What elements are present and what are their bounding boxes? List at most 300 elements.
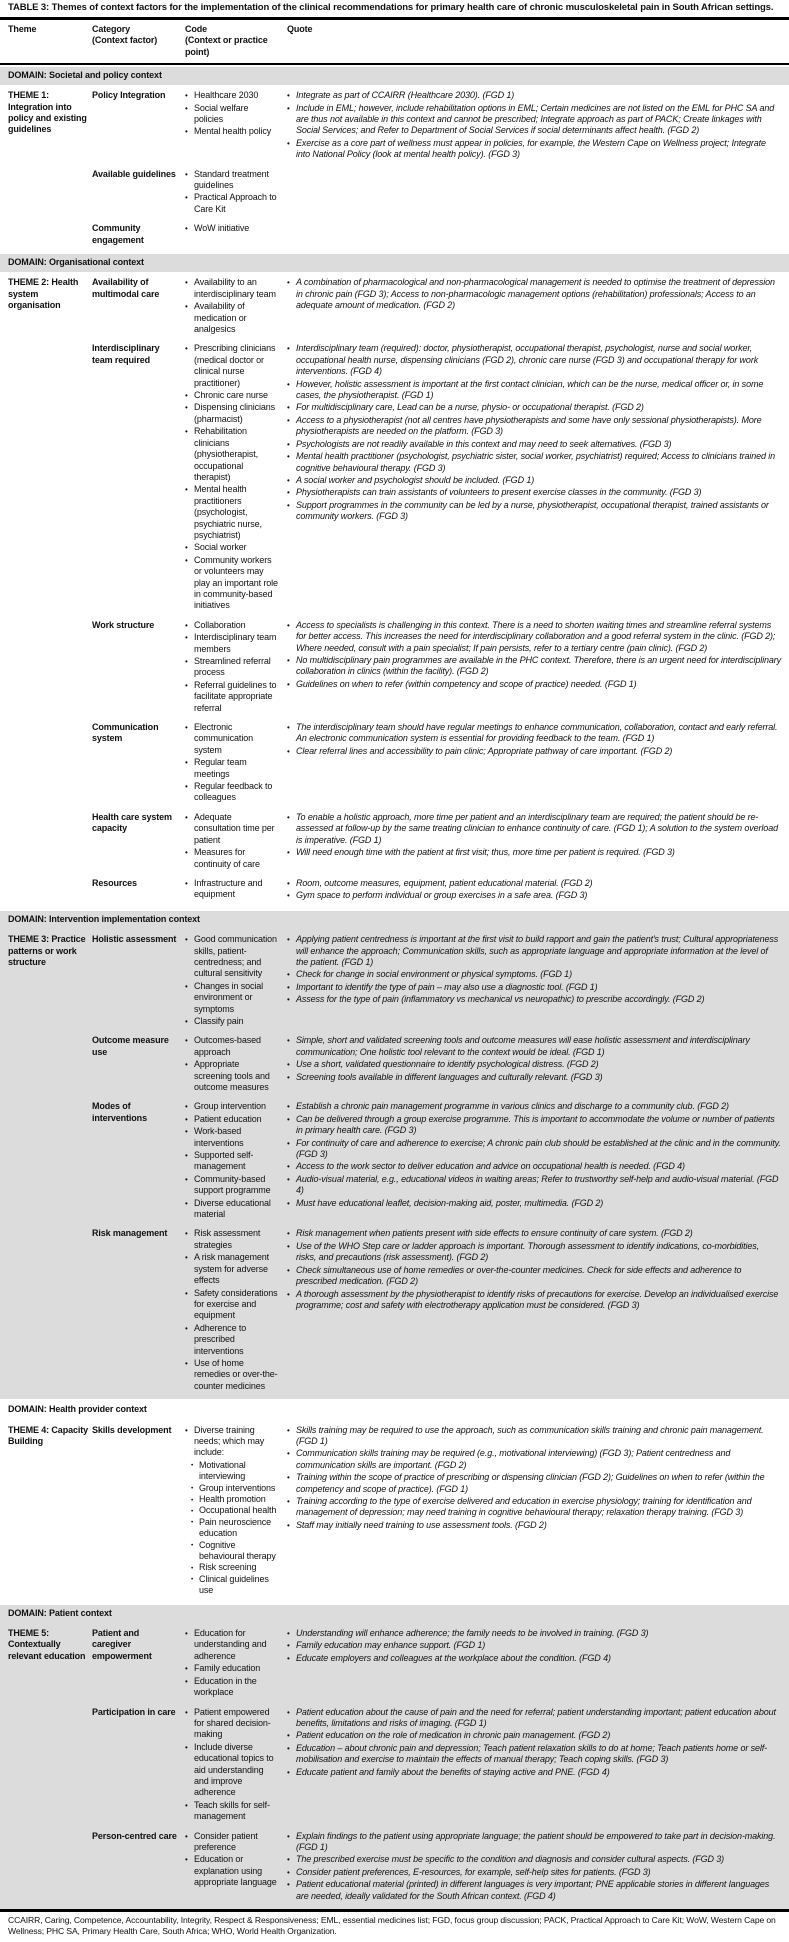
- code-item: [185, 301, 279, 335]
- code-text: Motivational interviewing: [199, 1459, 246, 1482]
- bullet-icon: •: [287, 344, 290, 354]
- bullet-icon: •: [287, 1767, 290, 1777]
- domain-header-row: DOMAIN: Organisational context: [0, 254, 789, 272]
- quote-text: For multidisciplinary care, Lead can be a nurse, physio- or occupational therapist. (FGD 2): [296, 402, 644, 413]
- column-header-theme: [0, 24, 92, 58]
- quote-item: [287, 1425, 781, 1448]
- quote-text: Important to identify the type of pain – may also use a diagnostic tool. (FGD 1): [296, 981, 598, 992]
- quote-text: Interdisciplinary team (required): doctor, physiotherapist, occupational therapist, psychologist, nurse and social worker, occupational health nurse, dispensing clinicians (FGD 2), chronic care nurse (FGD 3) and occupational therapy for work interventions. (FGD 4): [296, 343, 759, 377]
- quote-item: [287, 1101, 781, 1112]
- bullet-icon: •: [287, 1867, 290, 1877]
- code-item: [185, 1425, 279, 1459]
- code-list: [185, 90, 287, 161]
- code-text: Occupational health: [199, 1505, 277, 1516]
- quote-item: [287, 746, 781, 757]
- code-text: Standard treatment guidelines: [194, 168, 269, 190]
- code-text: Practical Approach to Care Kit: [194, 192, 277, 214]
- bullet-icon: •: [287, 1241, 290, 1251]
- code-list: [185, 620, 287, 715]
- bullet-icon: •: [185, 680, 188, 690]
- code-text: Diverse training needs; which may include:: [194, 1424, 265, 1458]
- bullet-icon: •: [185, 1800, 188, 1810]
- quote-text: Physiotherapists can train assistants of volunteers to present exercise classes in the community. (FGD 3): [296, 487, 702, 498]
- column-header-theme-label: Theme: [8, 24, 37, 34]
- quote-text: Risk management when patients present with side effects to ensure continuity of care system. (FGD 2): [296, 1228, 693, 1239]
- category-row: [92, 223, 789, 246]
- quote-item: [287, 620, 781, 654]
- code-item: [191, 1494, 279, 1505]
- code-item: [185, 343, 279, 389]
- code-item: [191, 1562, 279, 1573]
- code-text: Cognitive behavioural therapy: [199, 1539, 276, 1562]
- theme-name: THEME 4: Capacity Building: [8, 1424, 88, 1446]
- code-text: Outcomes-based approach: [194, 1035, 261, 1057]
- bullet-icon: •: [185, 391, 188, 401]
- bullet-icon: •: [185, 848, 188, 858]
- category-name: Holistic assessment: [92, 934, 177, 945]
- bullet-icon: •: [191, 1462, 194, 1470]
- quote-item: [287, 1174, 781, 1197]
- code-list: [185, 812, 287, 871]
- code-list: [185, 1228, 287, 1393]
- bullet-icon: •: [185, 1114, 188, 1124]
- quote-item: [287, 1496, 781, 1519]
- code-text: Mental health policy: [194, 126, 272, 137]
- bullet-icon: •: [185, 1323, 188, 1333]
- bullet-icon: •: [191, 1507, 194, 1515]
- bullet-icon: •: [287, 878, 290, 888]
- column-header-category: [92, 24, 185, 58]
- quote-item: [287, 475, 781, 486]
- quote-text: The prescribed exercise must be specific to the condition and diagnosis and consider cultural aspects. (FGD 3): [296, 1854, 725, 1865]
- bullet-icon: •: [185, 1174, 188, 1184]
- code-list: [185, 934, 287, 1028]
- bullet-icon: •: [185, 1102, 188, 1112]
- bullet-icon: •: [191, 1485, 194, 1493]
- theme-row: [0, 1420, 789, 1603]
- category-row: [92, 1628, 789, 1699]
- code-text: A risk management system for adverse effects: [194, 1252, 269, 1286]
- bullet-icon: •: [185, 278, 188, 288]
- code-item: [185, 223, 279, 234]
- code-item: [185, 757, 279, 780]
- category-row: [92, 934, 789, 1028]
- category-name: Person-centred care: [92, 1830, 177, 1841]
- code-item: [185, 1707, 279, 1741]
- code-item: [185, 1198, 279, 1221]
- header-rule: [0, 63, 789, 65]
- code-text: Mental health practitioners (psychologist, psychiatric nurse, psychiatrist): [194, 484, 262, 540]
- quote-item: [287, 847, 781, 858]
- code-text: Risk screening: [199, 1562, 257, 1573]
- quote-list: [287, 934, 789, 1028]
- quote-list: [287, 277, 789, 336]
- quote-item: [287, 878, 781, 889]
- code-item: [185, 426, 279, 483]
- code-item: [185, 620, 279, 631]
- quote-text: Use a short, validated questionnaire to identify psychological distress. (FGD 2): [296, 1059, 599, 1070]
- code-text: Referral guidelines to facilitate appropriate referral: [194, 679, 277, 713]
- column-header-quote: [287, 24, 789, 58]
- quote-text: Training according to the type of exercise delivered and education in exercise physiology; training for identification and management of depression; may need training in cognitive behavioural therapy; relaxation therapy training. (FGD 3): [296, 1496, 752, 1518]
- bullet-icon: •: [185, 981, 188, 991]
- bullet-icon: •: [185, 812, 188, 822]
- quote-item: [287, 1161, 781, 1172]
- quote-item: [287, 1520, 781, 1531]
- quote-list: [287, 722, 789, 805]
- quote-text: Educate employers and colleagues at the workplace about the condition. (FGD 4): [296, 1652, 611, 1663]
- bullet-icon: •: [287, 679, 290, 689]
- quote-text: Will need enough time with the patient at first visit; thus, more time per patient is required. (FGD 3): [296, 847, 675, 858]
- bullet-icon: •: [185, 1742, 188, 1752]
- code-item: [185, 1126, 279, 1149]
- bullet-icon: •: [185, 127, 188, 137]
- bullet-icon: •: [287, 995, 290, 1005]
- bullet-icon: •: [185, 1358, 188, 1368]
- code-item: [191, 1460, 279, 1483]
- bullet-icon: •: [191, 1576, 194, 1584]
- theme-name: THEME 5: Contextually relevant education: [8, 1628, 86, 1661]
- quote-item: [287, 1472, 781, 1495]
- code-text: Availability of medication or analgesics: [194, 301, 247, 335]
- code-text: Interdisciplinary team members: [194, 632, 277, 654]
- code-item: [185, 1114, 279, 1125]
- bullet-icon: •: [185, 224, 188, 234]
- quote-text: Educate patient and family about the benefits of staying active and PNE. (FGD 4): [296, 1766, 610, 1777]
- bullet-icon: •: [287, 91, 290, 101]
- quote-item: [287, 138, 781, 161]
- bullet-icon: •: [185, 1198, 188, 1208]
- quote-item: [287, 655, 781, 678]
- code-item: [185, 192, 279, 215]
- category-row: [92, 169, 789, 217]
- code-text: Regular team meetings: [194, 757, 247, 779]
- category-row: [92, 878, 789, 903]
- code-item: [185, 390, 279, 401]
- quote-text: Audio-visual material, e.g., educational videos in waiting areas; Refer to trustworthy self-help and audio-visual material. (FGD 4): [296, 1173, 779, 1196]
- code-item: [185, 1288, 279, 1322]
- quote-text: Access to specialists is challenging in this context. There is a need to shorten waiting times and streamline referral systems for better access. This increases the need for interdisciplinary collaboration and a good referral system in the clinic. (FGD 2); Where needed, consult with a pain specialist; If pain persists, refer to a tertiary centre (pain clinic). (FGD 2): [296, 619, 776, 653]
- code-text: Group intervention: [194, 1101, 266, 1112]
- code-item: [185, 126, 279, 137]
- category-row: [92, 1101, 789, 1221]
- bullet-icon: •: [287, 500, 290, 510]
- code-item: [185, 812, 279, 846]
- category-row: [92, 1707, 789, 1824]
- quote-text: A social worker and psychologist should be included. (FGD 1): [296, 474, 535, 485]
- code-item: [185, 1676, 279, 1699]
- code-text: Collaboration: [194, 619, 246, 630]
- quote-item: [287, 1730, 781, 1741]
- quote-item: [287, 402, 781, 413]
- quote-list: [287, 1831, 789, 1903]
- quote-item: [287, 1072, 781, 1083]
- bullet-icon: •: [287, 723, 290, 733]
- quote-text: Simple, short and validated screening tools and outcome measures will ease holistic assessment and interdisciplinary communication; One holistic tool relevant to the context would be ideal. (FGD 1): [296, 1035, 750, 1057]
- bullet-icon: •: [185, 620, 188, 630]
- code-text: Chronic care nurse: [194, 390, 268, 401]
- category-name: Available guidelines: [92, 168, 176, 179]
- quote-text: Use of the WHO Step care or ladder approach is important. Thorough assessment to identify indications, co-morbidities, risks, and precautions (risk assessment). (FGD 2): [296, 1240, 760, 1263]
- bullet-icon: •: [287, 1198, 290, 1208]
- bullet-icon: •: [185, 1060, 188, 1070]
- quote-item: [287, 1198, 781, 1209]
- quote-text: Include in EML; however, include rehabilitation options in EML; Certain medicines are not listed on the EML for PHC SA and are thus not available in this context and cannot be prescribed; Integrate approach as part of PACK; Create linkages with Social Services; and Refer to Department of Social Services if social determinants affect health. (FGD 2): [296, 102, 775, 136]
- bullet-icon: •: [185, 935, 188, 945]
- quote-list: [287, 1628, 789, 1699]
- quote-text: Training within the scope of practice of prescribing or dispensing clinician (FGD 2); Guidelines on when to refer (within the competency and scope of practice). (FGD 1): [296, 1472, 765, 1494]
- code-item: [185, 781, 279, 804]
- quote-text: For continuity of care and adherence to exercise; A chronic pain club should be established at the clinic and in the community. (FGD 3): [296, 1137, 781, 1160]
- quote-text: Support programmes in the community can be led by a nurse, physiotherapist, occupational therapist, trained assistants or community workers. (FGD 3): [296, 499, 769, 522]
- theme-categories: [92, 90, 789, 246]
- quote-text: Clear referral lines and accessibility to pain clinic; Appropriate pathway of care important. (FGD 2): [296, 745, 673, 756]
- quote-text: Family education may enhance support. (FGD 1): [296, 1640, 486, 1651]
- bullet-icon: •: [185, 1831, 188, 1841]
- quote-item: [287, 1114, 781, 1137]
- quote-text: Staff may initially need training to use assessment tools. (FGD 2): [296, 1519, 547, 1530]
- code-text: Electronic communication system: [194, 722, 253, 755]
- bullet-icon: •: [191, 1496, 194, 1504]
- code-text: Regular feedback to colleagues: [194, 781, 273, 803]
- quote-text: To enable a holistic approach, more time per patient and an interdisciplinary team are required; the patient should be re-assessed at follow-up by the same treating clinician to enhance continuity of care. (FGD 1); A solution to the system overload is imperative. (FGD 1): [296, 811, 778, 845]
- code-text: Use of home remedies or over-the-counter medicines: [194, 1357, 278, 1391]
- bullet-icon: •: [185, 723, 188, 733]
- code-text: Clinical guidelines use: [199, 1573, 269, 1596]
- quote-text: Room, outcome measures, equipment, patient educational material. (FGD 2): [296, 877, 593, 888]
- code-text: Group interventions: [199, 1482, 276, 1493]
- bullet-icon: •: [287, 403, 290, 413]
- code-list: [185, 1707, 287, 1824]
- category-name: Resources: [92, 877, 137, 888]
- code-item: [185, 103, 279, 126]
- code-item: [185, 1800, 279, 1823]
- quote-list: [287, 343, 789, 612]
- bullet-icon: •: [287, 1449, 290, 1459]
- category-name: Modes of interventions: [92, 1101, 147, 1123]
- code-item: [185, 656, 279, 679]
- bullet-icon: •: [287, 935, 290, 945]
- quote-list: [287, 1035, 789, 1094]
- code-item: [185, 277, 279, 300]
- bullet-icon: •: [287, 1174, 290, 1184]
- code-list: [185, 169, 287, 217]
- theme-row: [0, 272, 789, 908]
- code-text: Changes in social environment or symptoms: [194, 980, 264, 1014]
- quote-item: [287, 1707, 781, 1730]
- quote-list: [287, 1707, 789, 1824]
- category-row: [92, 343, 789, 612]
- code-text: Good communication skills, patient-centredness; and cultural sensitivity: [194, 934, 277, 979]
- column-header-category-sub: (Context factor): [92, 35, 158, 46]
- quote-text: A thorough assessment by the physiotherapist to identify risks of precautions for exercise. Develop an individualised exercise programme; cost and safety with electrotherapy application must be considered. (FGD 3): [296, 1288, 779, 1310]
- quote-item: [287, 890, 781, 901]
- bullet-icon: •: [185, 543, 188, 553]
- quote-text: Integrate as part of CCAIRR (Healthcare 2030). (FGD 1): [296, 90, 515, 101]
- quote-text: Assess for the type of pain (inflammatory vs mechanical vs neuropathic) to prescribe accordingly. (FGD 2): [296, 994, 705, 1005]
- quote-list: [287, 1425, 789, 1597]
- quote-text: Psychologists are not readily available in this context and may need to seek alternatives. (FGD 3): [296, 438, 672, 449]
- code-text: Consider patient preference: [194, 1830, 258, 1852]
- bullet-icon: •: [185, 344, 188, 354]
- bullet-icon: •: [287, 1707, 290, 1717]
- category-name: Community engagement: [92, 223, 144, 245]
- code-text: Availability to an interdisciplinary team: [194, 277, 276, 299]
- category-row: [92, 722, 789, 805]
- bullet-icon: •: [287, 379, 290, 389]
- bullet-icon: •: [287, 1425, 290, 1435]
- code-text: Appropriate screening tools and outcome measures: [194, 1059, 270, 1092]
- bullet-icon: •: [287, 1072, 290, 1082]
- code-item: [185, 402, 279, 425]
- code-text: Adherence to prescribed interventions: [194, 1322, 247, 1356]
- bullet-icon: •: [287, 452, 290, 462]
- category-row: [92, 620, 789, 715]
- quote-list: [287, 878, 789, 903]
- bullet-icon: •: [287, 1102, 290, 1112]
- code-text: Adequate consultation time per patient: [194, 811, 275, 845]
- quote-text: Screening tools available in different languages and culturally relevant. (FGD 3): [296, 1071, 603, 1082]
- quote-item: [287, 451, 781, 474]
- code-item: [185, 981, 279, 1015]
- code-item: [185, 878, 279, 901]
- bullet-icon: •: [287, 1629, 290, 1639]
- bullet-icon: •: [185, 427, 188, 437]
- category-name: Work structure: [92, 619, 155, 630]
- bullet-icon: •: [287, 1743, 290, 1753]
- column-header-code-label: Code: [185, 24, 208, 34]
- bullet-icon: •: [287, 812, 290, 822]
- bullet-icon: •: [185, 403, 188, 413]
- category-name: Interdisciplinary team required: [92, 343, 160, 365]
- code-text: Include diverse educational topics to aid understanding and improve adherence: [194, 1741, 274, 1798]
- bullet-icon: •: [191, 1564, 194, 1572]
- code-item: [185, 1035, 279, 1058]
- code-text: Teach skills for self-management: [194, 1799, 270, 1822]
- code-item: [185, 1854, 279, 1888]
- theme-row: [0, 1623, 789, 1909]
- code-item: [185, 722, 279, 756]
- quote-text: Establish a chronic pain management programme in various clinics and discharge to a community club. (FGD 2): [296, 1101, 729, 1112]
- table-title: TABLE 3: Themes of context factors for the implementation of the clinical recommendations for primary health care of chronic musculoskeletal pain in South African settings.: [8, 2, 774, 13]
- code-text: Health promotion: [199, 1494, 266, 1504]
- bullet-icon: •: [191, 1519, 194, 1527]
- code-item: [185, 1150, 279, 1173]
- bullet-icon: •: [287, 1473, 290, 1483]
- quote-list: [287, 620, 789, 715]
- code-item: [191, 1505, 279, 1516]
- code-item: [185, 1228, 279, 1251]
- bullet-icon: •: [185, 1676, 188, 1686]
- category-row: [92, 1425, 789, 1597]
- category-name: Outcome measure use: [92, 1035, 169, 1057]
- bullet-icon: •: [287, 103, 290, 113]
- bullet-icon: •: [185, 878, 188, 888]
- code-text: Education in the workplace: [194, 1675, 257, 1698]
- theme-categories: [92, 1628, 789, 1903]
- bullet-icon: •: [185, 1288, 188, 1298]
- quote-item: [287, 1289, 781, 1312]
- quote-list: [287, 169, 789, 217]
- code-list: [185, 1101, 287, 1221]
- quote-item: [287, 1879, 781, 1902]
- code-list: [185, 878, 287, 903]
- bullet-icon: •: [287, 1114, 290, 1124]
- quote-item: [287, 1854, 781, 1865]
- code-text: Patient education: [194, 1113, 262, 1124]
- bullet-icon: •: [185, 633, 188, 643]
- code-item: [185, 1831, 279, 1854]
- code-item: [185, 632, 279, 655]
- code-text: Dispensing clinicians (pharmacist): [194, 402, 276, 424]
- quote-text: Patient education on the role of medication in chronic pain management. (FGD 2): [296, 1730, 611, 1741]
- quote-item: [287, 103, 781, 137]
- theme-row: [0, 85, 789, 252]
- code-item: [185, 1742, 279, 1799]
- code-list: [185, 223, 287, 246]
- quote-item: [287, 1228, 781, 1239]
- quote-item: [287, 722, 781, 745]
- code-list: [185, 1628, 287, 1699]
- code-item: [185, 542, 279, 553]
- code-text: Classify pain: [194, 1015, 244, 1026]
- bullet-icon: •: [287, 1855, 290, 1865]
- column-header-quote-label: Quote: [287, 24, 313, 34]
- domain-header-row: DOMAIN: Societal and policy context: [0, 67, 789, 85]
- code-text: Work-based interventions: [194, 1126, 244, 1148]
- code-text: Risk assessment strategies: [194, 1228, 261, 1250]
- column-header-category-label: Category: [92, 24, 131, 34]
- domain-header-row: DOMAIN: Health provider context: [8, 1404, 147, 1415]
- code-text: Supported self-management: [194, 1150, 254, 1172]
- code-text: Infrastructure and equipment: [194, 877, 263, 900]
- bullet-icon: •: [287, 1036, 290, 1046]
- quote-item: [287, 1743, 781, 1766]
- bullet-icon: •: [287, 1880, 290, 1890]
- code-text: Education or explanation using appropriate language: [194, 1854, 277, 1888]
- code-list: [185, 1831, 287, 1903]
- theme-row: [0, 929, 789, 1399]
- quote-item: [287, 1035, 781, 1058]
- code-item: [185, 847, 279, 870]
- theme-name: THEME 2: Health system organisation: [8, 277, 79, 311]
- code-text: Safety considerations for exercise and equipment: [194, 1287, 278, 1321]
- quote-item: [287, 277, 781, 311]
- bullet-icon: •: [287, 1653, 290, 1663]
- category-row: [92, 812, 789, 871]
- code-item: [191, 1483, 279, 1494]
- theme-categories: [92, 934, 789, 1393]
- bullet-icon: •: [185, 169, 188, 179]
- code-item: [191, 1517, 279, 1540]
- quote-text: Skills training may be required to use the approach, such as communication skills training and chronic pain management. (FGD 1): [296, 1424, 764, 1446]
- code-text: Social worker: [194, 542, 247, 553]
- quote-item: [287, 969, 781, 980]
- quote-text: Patient education about the cause of pain and the need for referral; patient understanding important; patient education about benefits, limitations and risks of imaging. (FGD 1): [296, 1706, 776, 1728]
- category-name: Availability of multimodal care: [92, 277, 160, 299]
- bullet-icon: •: [185, 485, 188, 495]
- category-row: [92, 1831, 789, 1903]
- quote-list: [287, 1101, 789, 1221]
- quote-item: [287, 982, 781, 993]
- code-text: Streamlined referral process: [194, 656, 271, 678]
- quote-text: Education – about chronic pain and depression; Teach patient relaxation skills to do at home; Teach patients home or self-mobilisation and exercise to maintain the effects of manual therapy; Teach coping skills. (FGD 3): [296, 1742, 767, 1765]
- quote-item: [287, 679, 781, 690]
- code-text: Prescribing clinicians (medical doctor or clinical nurse practitioner): [194, 343, 276, 388]
- quote-text: Access to a physiotherapist (not all centres have physiotherapists and some have only sessional physiotherapists). More physiotherapists are needed on the platform. (FGD 3): [296, 414, 762, 437]
- code-text: Community-based support programme: [194, 1173, 271, 1196]
- bullet-icon: •: [191, 1542, 194, 1550]
